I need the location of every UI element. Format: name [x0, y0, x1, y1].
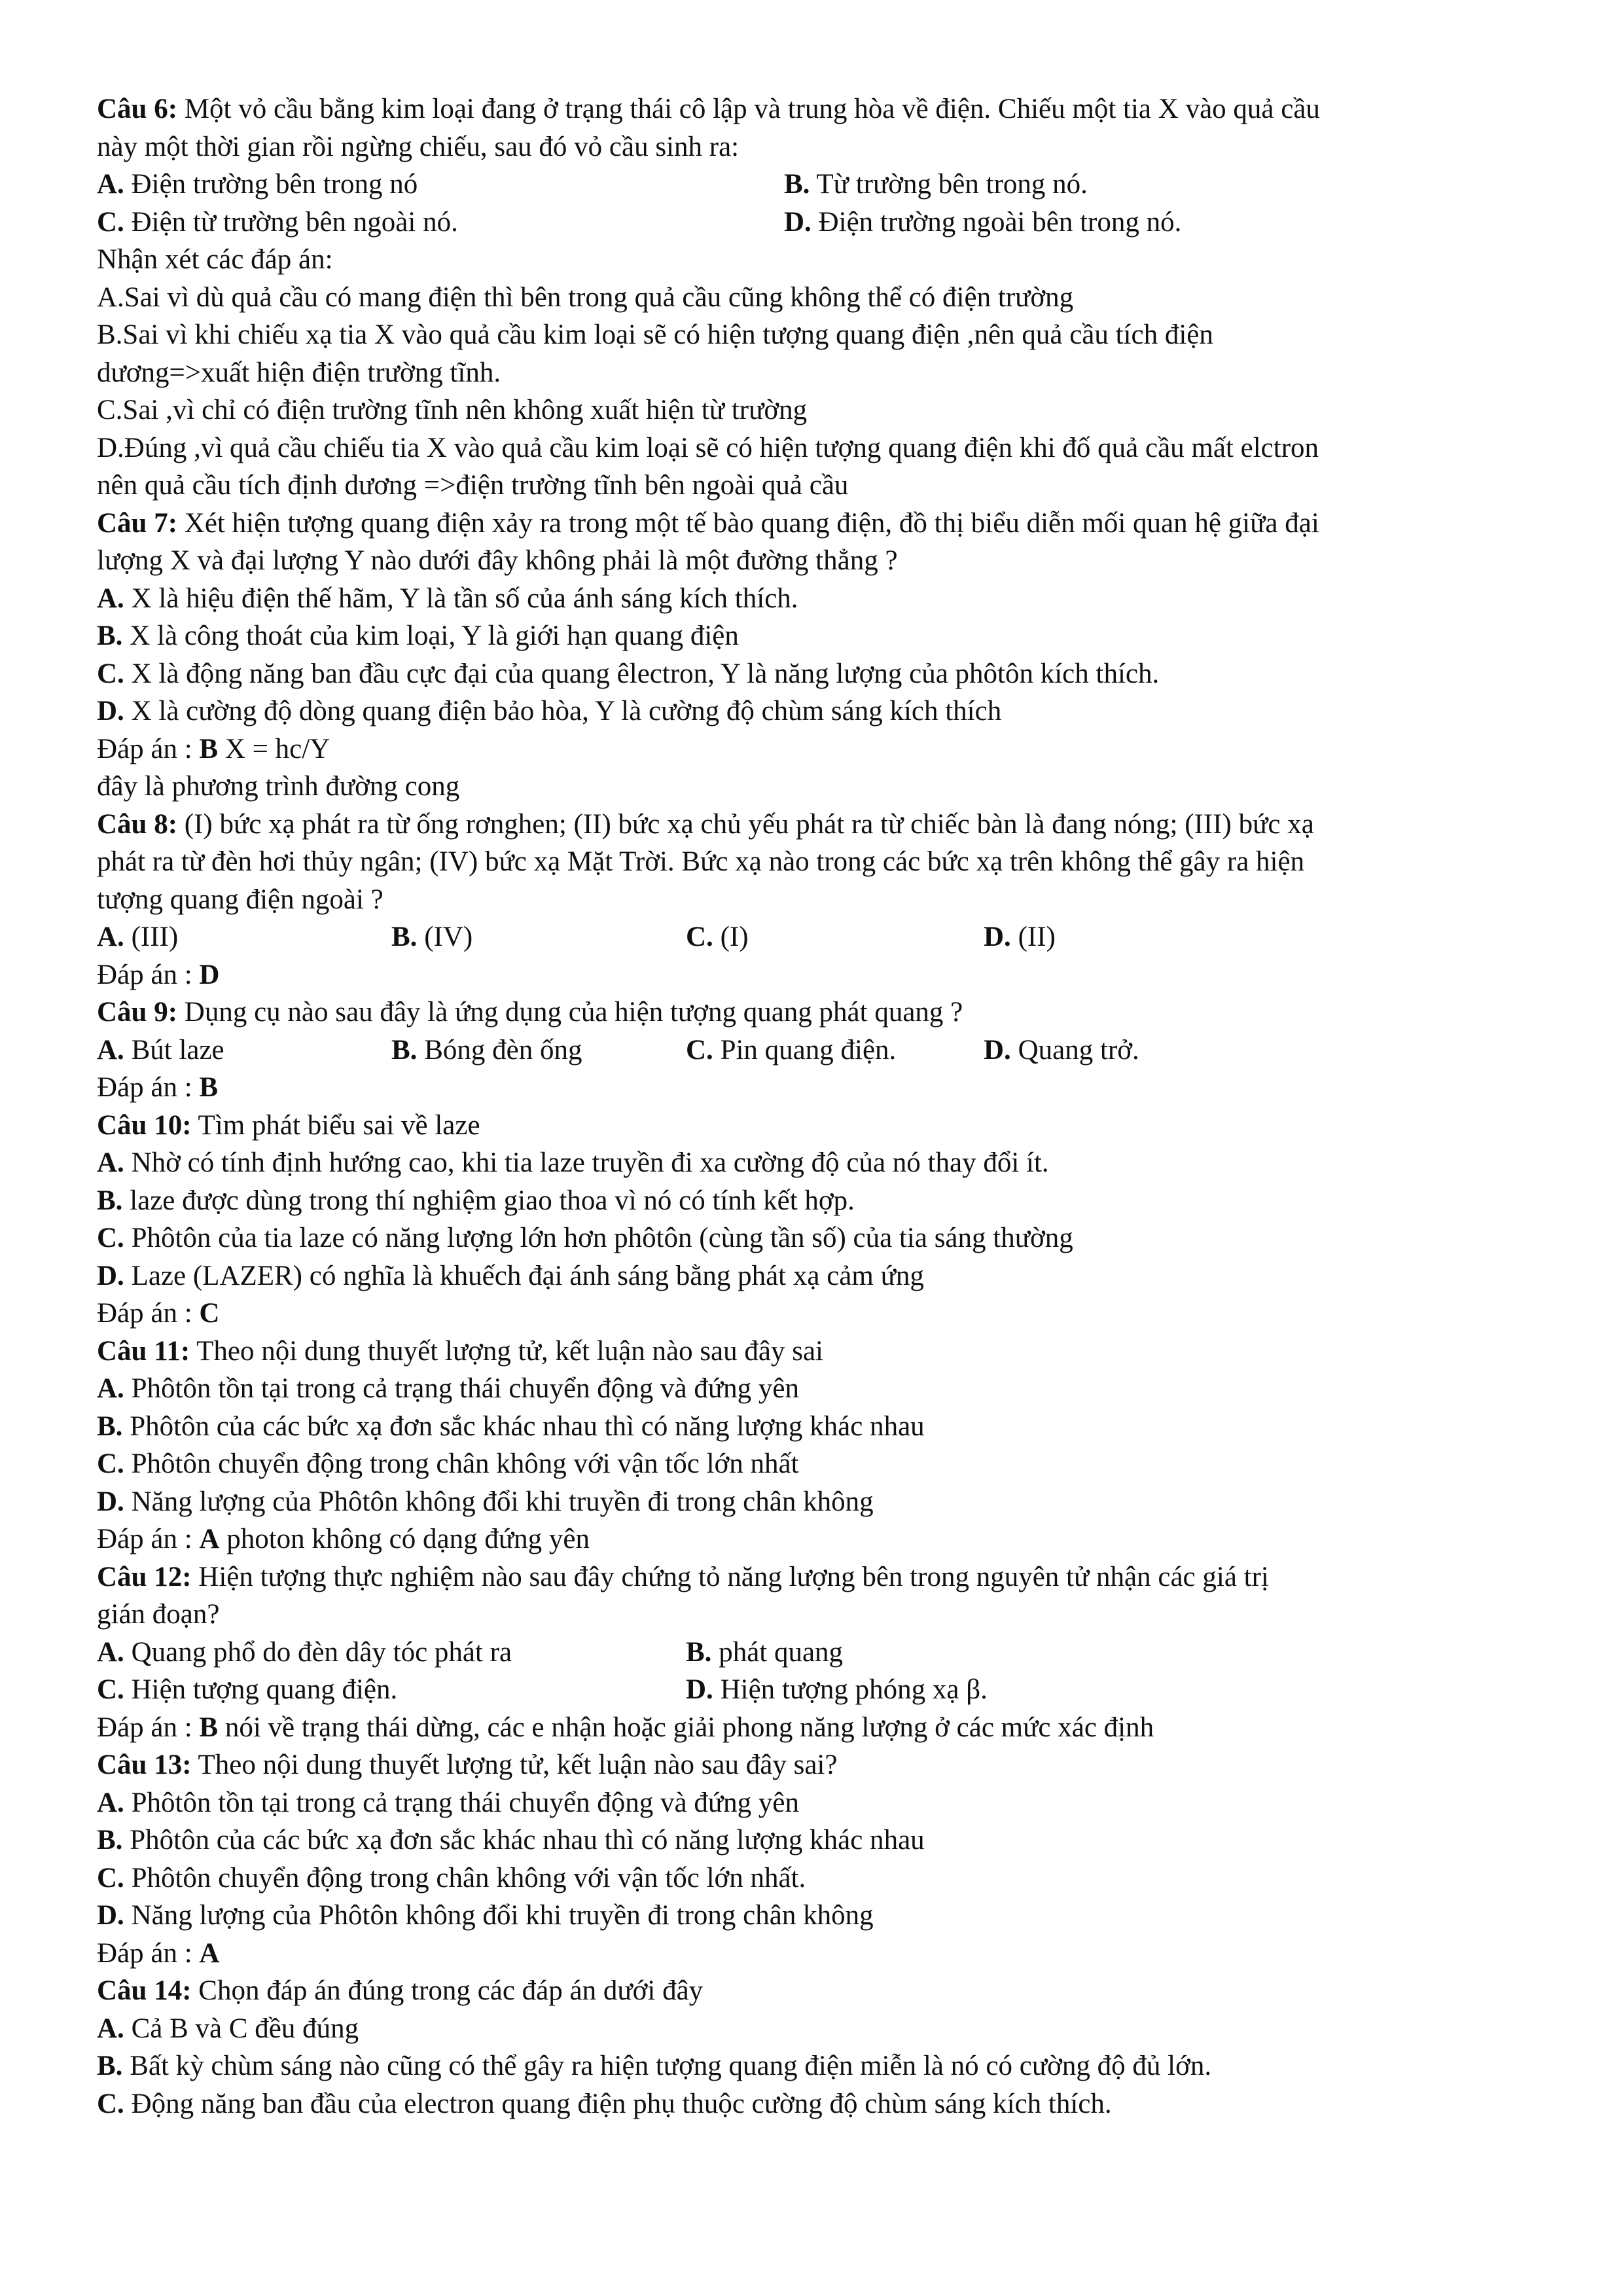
q9-label: Câu 9:	[97, 997, 178, 1028]
q13-option-d: D. Năng lượng của Phôtôn không đổi khi truyền đi trong chân không	[97, 1900, 874, 1931]
q8-stem-line-3: tượng quang điện ngoài ?	[97, 884, 383, 915]
q10-label: Câu 10:	[97, 1109, 192, 1141]
q8-stem-line-2: phát ra từ đèn hơi thủy ngân; (IV) bức xạ Mặt Trời. Bức xạ nào trong các bức xạ trên không thể gây ra hiện	[97, 846, 1305, 877]
q9-option-a: A. Bút laze	[97, 1034, 224, 1066]
q11-stem-line-1: Câu 11: Theo nội dung thuyết lượng tử, kết luận nào sau đây sai	[97, 1335, 823, 1367]
q14-label: Câu 14:	[97, 1975, 192, 2006]
q14-stem-line-1: Câu 14: Chọn đáp án đúng trong các đáp án dưới đây	[97, 1975, 704, 2006]
q11-option-d: D. Năng lượng của Phôtôn không đổi khi truyền đi trong chân không	[97, 1486, 874, 1517]
q9-answer: Đáp án : B	[97, 1072, 219, 1103]
q8-label: Câu 8:	[97, 808, 178, 840]
q9-option-c: C. Pin quang điện.	[686, 1034, 897, 1066]
q10-option-d: D. Laze (LAZER) có nghĩa là khuếch đại ánh sáng bằng phát xạ cảm ứng	[97, 1260, 924, 1291]
q12-option-a: A. Quang phổ do đèn dây tóc phát ra	[97, 1636, 512, 1668]
q11-option-a: A. Phôtôn tồn tại trong cả trạng thái chuyển động và đứng yên	[97, 1373, 800, 1404]
q7-label: Câu 7:	[97, 507, 178, 539]
q11-answer: Đáp án : A photon không có dạng đứng yên	[97, 1524, 590, 1554]
q8-option-c: C. (I)	[686, 922, 749, 952]
q8-option-a: A. (III)	[97, 922, 179, 952]
q11-label: Câu 11:	[97, 1335, 190, 1367]
q13-option-b: B. Phôtôn của các bức xạ đơn sắc khác nhau thì có năng lượng khác nhau	[97, 1825, 925, 1856]
q6-label: Câu 6:	[97, 94, 178, 124]
q6-options-row-1	[97, 166, 1537, 204]
q12-label: Câu 12:	[97, 1561, 192, 1592]
q11-option-c: C. Phôtôn chuyển động trong chân không với vận tốc lớn nhất	[97, 1448, 799, 1479]
q9-option-d: D. Quang trở.	[984, 1034, 1139, 1066]
q6-option-a: A. Điện trường bên trong nó	[97, 169, 418, 200]
q7-answer-extra: đây là phương trình đường cong	[97, 771, 460, 802]
q9-stem-line-1: Câu 9: Dụng cụ nào sau đây là ứng dụng của hiện tượng quang phát quang ?	[97, 997, 963, 1028]
q7-option-c: C. X là động năng ban đầu cực đại của quang êlectron, Y là năng lượng của phôtôn kích thích.	[97, 658, 1160, 689]
q12-option-c: C. Hiện tượng quang điện.	[97, 1674, 398, 1705]
q7-option-b: B. X là công thoát của kim loại, Y là giới hạn quang điện	[97, 620, 739, 651]
q6-review-line: A.Sai vì dù quả cầu có mang điện thì bên trong quả cầu cũng không thể có điện trường	[97, 281, 1074, 313]
q10-option-a: A. Nhờ có tính định hướng cao, khi tia laze truyền đi xa cường độ của nó thay đổi ít.	[97, 1147, 1049, 1178]
q8-options-row	[97, 918, 1537, 956]
q8-answer: Đáp án : D	[97, 959, 220, 990]
q6-stem-line-1: Câu 6: Một vỏ cầu bằng kim loại đang ở trạng thái cô lập và trung hòa về điện. Chiếu một tia X vào quả cầu	[97, 94, 1320, 124]
q6-review-line: D.Đúng ,vì quả cầu chiếu tia X vào quả cầu kim loại sẽ có hiện tượng quang điện khi đố quả cầu mất elctron	[97, 432, 1319, 463]
q6-option-c: C. Điện từ trường bên ngoài nó.	[97, 206, 458, 238]
q13-label: Câu 13:	[97, 1749, 192, 1780]
q7-option-d: D. X là cường độ dòng quang điện bảo hòa, Y là cường độ chùm sáng kích thích	[97, 696, 1002, 726]
q10-stem-line-1: Câu 10: Tìm phát biểu sai về laze	[97, 1109, 480, 1141]
q14-option-a: A. Cả B và C đều đúng	[97, 2013, 359, 2044]
q12-option-d: D. Hiện tượng phóng xạ β.	[686, 1674, 988, 1705]
q6-review-line: dương=>xuất hiện điện trường tĩnh.	[97, 357, 501, 388]
q6-review-line: C.Sai ,vì chỉ có điện trường tĩnh nên không xuất hiện từ trường	[97, 395, 808, 425]
q12-answer: Đáp án : B nói về trạng thái dừng, các e nhận hoặc giải phong năng lượng ở các mức xác định	[97, 1712, 1154, 1743]
q9-options-row	[97, 1031, 1537, 1069]
q14-option-c: C. Động năng ban đầu của electron quang điện phụ thuộc cường độ chùm sáng kích thích.	[97, 2088, 1112, 2119]
q6-review-title: Nhận xét các đáp án:	[97, 244, 333, 275]
q7-stem-line-2: lượng X và đại lượng Y nào dưới đây không phải là một đường thẳng ?	[97, 545, 898, 576]
q10-answer: Đáp án : C	[97, 1298, 220, 1329]
q8-option-d: D. (II)	[984, 922, 1056, 952]
q13-answer: Đáp án : A	[97, 1937, 220, 1969]
q7-stem-line-1: Câu 7: Xét hiện tượng quang điện xảy ra trong một tế bào quang điện, đồ thị biểu diễn mối quan hệ giữa đại	[97, 507, 1319, 539]
document-page	[97, 90, 1537, 2123]
q11-option-b: B. Phôtôn của các bức xạ đơn sắc khác nhau thì có năng lượng khác nhau	[97, 1410, 925, 1442]
q14-option-b: B. Bất kỳ chùm sáng nào cũng có thể gây ra hiện tượng quang điện miễn là nó có cường độ đủ lớn.	[97, 2051, 1212, 2081]
q12-stem-line-2: gián đoạn?	[97, 1599, 220, 1630]
q8-stem-line-1: Câu 8: (I) bức xạ phát ra từ ống rơnghen; (II) bức xạ chủ yếu phát ra từ chiếc bàn là đang nóng; (III) bức xạ	[97, 808, 1314, 840]
q12-stem-line-1: Câu 12: Hiện tượng thực nghiệm nào sau đây chứng tỏ năng lượng bên trong nguyên tử nhận các giá trị	[97, 1561, 1269, 1592]
q7-answer: Đáp án : B X = hc/Y	[97, 733, 330, 764]
q12-options-row-1	[97, 1634, 1537, 1672]
q6-options-row-2	[97, 204, 1537, 242]
q6-review-line: B.Sai vì khi chiếu xạ tia X vào quả cầu kim loại sẽ có hiện tượng quang điện ,nên quả cầu tích điện	[97, 319, 1213, 350]
q10-option-b: B. laze được dùng trong thí nghiệm giao thoa vì nó có tính kết hợp.	[97, 1185, 855, 1216]
q8-option-b: B. (IV)	[391, 922, 473, 952]
q12-option-b: B. phát quang	[686, 1636, 844, 1668]
q6-stem-line-2: này một thời gian rồi ngừng chiếu, sau đó vỏ cầu sinh ra:	[97, 131, 740, 162]
q13-option-a: A. Phôtôn tồn tại trong cả trạng thái chuyển động và đứng yên	[97, 1787, 800, 1818]
q6-option-d: D. Điện trường ngoài bên trong nó.	[784, 206, 1182, 238]
q13-stem-line-1: Câu 13: Theo nội dung thuyết lượng tử, kết luận nào sau đây sai?	[97, 1749, 838, 1780]
q6-review-line: nên quả cầu tích định dương =>điện trường tĩnh bên ngoài quả cầu	[97, 470, 849, 501]
q13-option-c: C. Phôtôn chuyển động trong chân không với vận tốc lớn nhất.	[97, 1862, 806, 1893]
q9-option-b: B. Bóng đèn ống	[391, 1034, 582, 1066]
q10-option-c: C. Phôtôn của tia laze có năng lượng lớn hơn phôtôn (cùng tần số) của tia sáng thường	[97, 1223, 1073, 1253]
q6-option-b: B. Từ trường bên trong nó.	[784, 169, 1088, 200]
q7-option-a: A. X là hiệu điện thế hãm, Y là tần số của ánh sáng kích thích.	[97, 583, 798, 614]
q12-options-row-2	[97, 1671, 1537, 1709]
